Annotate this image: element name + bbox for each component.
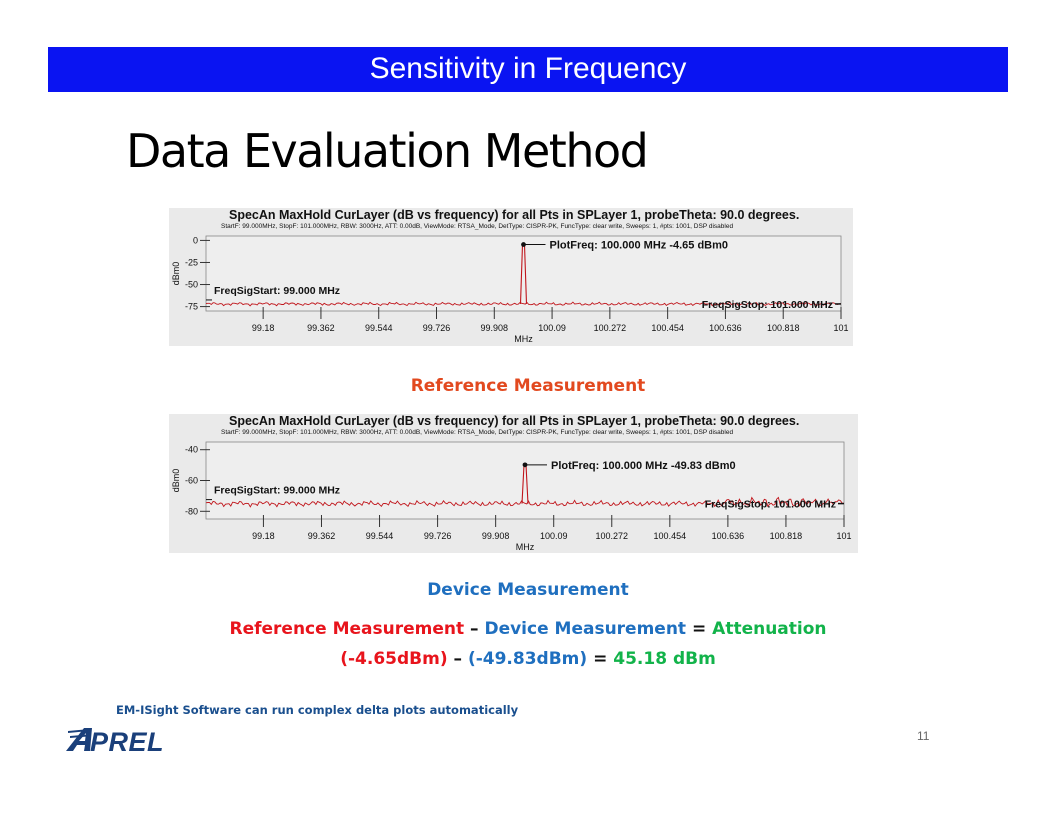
- equation-reference: Reference Measurement: [229, 619, 465, 639]
- equation-minus: –: [447, 649, 468, 669]
- reference-caption: Reference Measurement: [410, 376, 646, 396]
- banner-title: Sensitivity in Frequency: [369, 52, 687, 85]
- x-axis-label: MHz: [515, 542, 535, 552]
- y-axis-label: dBm0: [171, 261, 181, 286]
- aprel-logo: [64, 718, 194, 754]
- equation-minus: –: [464, 619, 485, 639]
- x-tick-label: 99.362: [307, 323, 335, 333]
- x-tick-label: 99.362: [307, 531, 336, 541]
- y-tick-label: -25: [184, 257, 198, 268]
- equation-equals: =: [686, 619, 713, 639]
- x-tick-label: 99.726: [422, 323, 451, 333]
- x-tick-label: 99.544: [364, 323, 393, 333]
- equation-attenuation-value: 45.18 dBm: [613, 649, 716, 669]
- plot-canvas: [169, 414, 858, 553]
- x-tick-label: 99.908: [481, 531, 510, 541]
- freq-stop-label: FreqSigStop: 101.000 MHz: [704, 498, 836, 511]
- plot-info: StartF: 99.000MHz, StopF: 101.000MHz, RBW: 3000Hz, ATT: 0.00dB, ViewMode: RTSA_Mode, DetType: CISPR-PK, FuncType: clear write, Sweeps: 1, #pts: 1001, DSP disabled: [221, 429, 734, 436]
- freq-start-label: FreqSigStart: 99.000 MHz: [214, 284, 341, 297]
- y-axis-label: dBm0: [171, 468, 181, 493]
- x-tick-label: 100.272: [595, 531, 629, 541]
- x-tick-label: 100.636: [711, 531, 745, 541]
- equation-equals: =: [587, 649, 614, 669]
- x-tick-label: 100.454: [653, 531, 687, 541]
- y-tick-label: -80: [184, 506, 198, 517]
- freq-stop-label: FreqSigStop: 101.000 MHz: [701, 298, 833, 311]
- page-number: 11: [917, 729, 930, 743]
- x-tick-label: 101: [833, 323, 849, 333]
- y-tick-label: -75: [184, 301, 198, 312]
- reference-plot: [169, 208, 853, 346]
- x-tick-label: 100.818: [769, 531, 803, 541]
- y-tick-label: -50: [184, 279, 198, 290]
- x-tick-label: 100.818: [766, 323, 800, 333]
- x-tick-label: 99.908: [480, 323, 509, 333]
- device-plot: [169, 414, 858, 553]
- x-tick-label: 101: [836, 531, 852, 541]
- equation-attenuation: Attenuation: [712, 619, 827, 639]
- plot-title: SpecAn MaxHold CurLayer (dB vs frequency) for all Pts in SPLayer 1, probeTheta: 90.0 degrees.: [229, 414, 800, 428]
- plot-info: StartF: 99.000MHz, StopF: 101.000MHz, RBW: 3000Hz, ATT: 0.00dB, ViewMode: RTSA_Mode, DetType: CISPR-PK, FuncType: clear write, Sweeps: 1, #pts: 1001, DSP disabled: [221, 223, 734, 230]
- x-tick-label: 99.544: [365, 531, 394, 541]
- x-tick-label: 100.272: [593, 323, 627, 333]
- x-tick-label: 100.636: [709, 323, 742, 333]
- x-tick-label: 100.09: [538, 323, 566, 333]
- y-tick-label: -60: [184, 475, 198, 486]
- x-tick-label: 99.18: [251, 323, 275, 333]
- x-axis-label: MHz: [514, 334, 533, 344]
- y-tick-label: -40: [184, 444, 198, 455]
- footer-note: EM-ISight Software can run complex delta plots automatically: [116, 703, 519, 717]
- equation-device-value: (-49.83dBm): [467, 649, 588, 669]
- slide-heading: Data Evaluation Method: [126, 124, 648, 178]
- slide-banner: [48, 47, 1008, 92]
- equation-line-1: [0, 619, 1056, 639]
- x-tick-label: 99.18: [252, 531, 275, 541]
- plot-title: SpecAn MaxHold CurLayer (dB vs frequency) for all Pts in SPLayer 1, probeTheta: 90.0 degrees.: [229, 208, 800, 222]
- svg-text:PREL: PREL: [90, 727, 165, 754]
- plot-freq-label: PlotFreq: 100.000 MHz -4.65 dBm0: [549, 239, 729, 252]
- device-caption: Device Measurement: [427, 580, 629, 600]
- x-tick-label: 99.726: [423, 531, 452, 541]
- plot-canvas: [169, 208, 853, 346]
- equation-reference-value: (-4.65dBm): [340, 649, 448, 669]
- x-tick-label: 100.454: [651, 323, 684, 333]
- freq-start-label: FreqSigStart: 99.000 MHz: [214, 484, 341, 497]
- y-tick-label: 0: [192, 235, 198, 246]
- equation-line-2: [0, 649, 1056, 669]
- x-tick-label: 100.09: [539, 531, 568, 541]
- equation-device: Device Measurement: [484, 619, 687, 639]
- plot-freq-label: PlotFreq: 100.000 MHz -49.83 dBm0: [551, 459, 736, 472]
